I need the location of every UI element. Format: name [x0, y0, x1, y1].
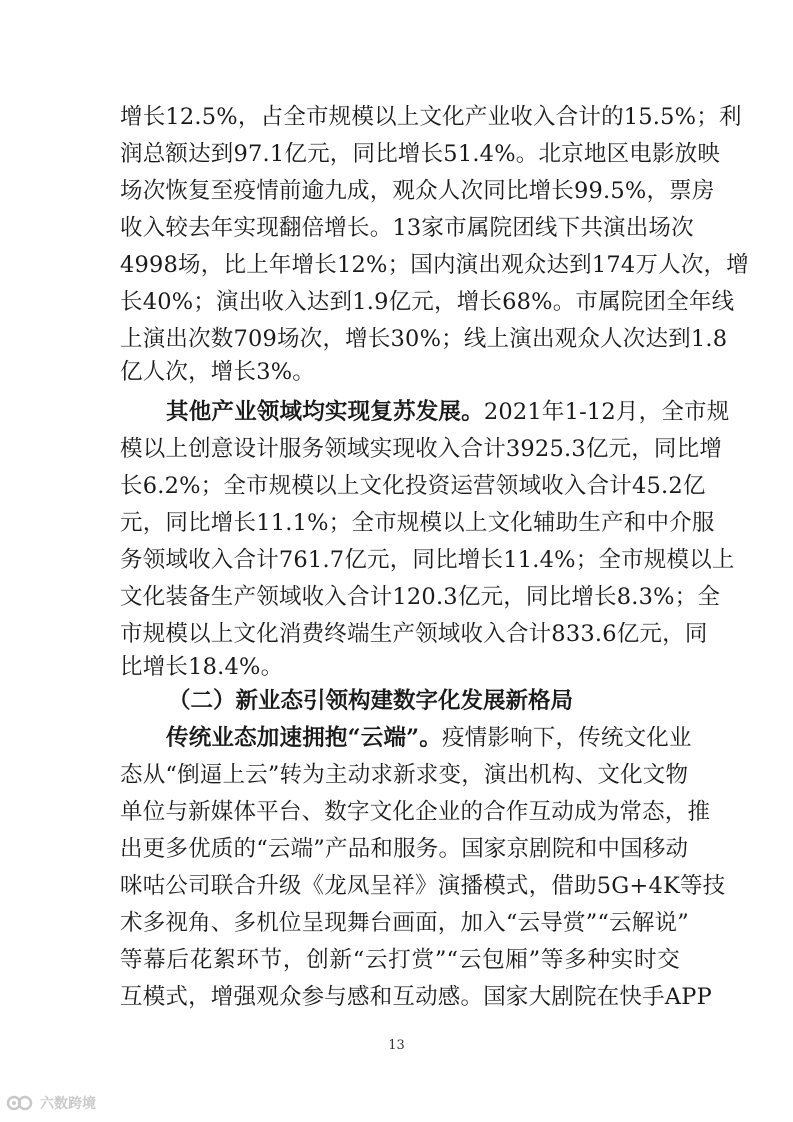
- text-line: 文化装备生产领域收入合计120.3亿元，同比增长8.3%；全: [120, 584, 721, 610]
- paragraph-text: 2021年1-12月，全市规: [483, 399, 730, 425]
- page-number: 13: [388, 1038, 405, 1053]
- section-heading: （二）新业态引领构建数字化发展新格局: [168, 688, 574, 714]
- text-line: 长40%；演出收入达到1.9亿元，增长68%。市属院团全年线: [120, 289, 735, 315]
- watermark: [6, 1093, 96, 1113]
- text-line: 上演出次数709场次，增长30%；线上演出观众人次达到1.8: [120, 326, 728, 352]
- text-line: 术多视角、多机位呈现舞台画面，加入“云导赏”“云解说”: [120, 910, 689, 936]
- watermark-text: 六数跨境: [40, 1096, 96, 1112]
- text-line: 长6.2%；全市规模以上文化投资运营领域收入合计45.2亿: [120, 473, 706, 499]
- paragraph-text: 疫情影响下，传统文化业: [441, 725, 692, 751]
- text-line: [166, 722, 692, 754]
- paragraph-lead: 传统业态加速拥抱“云端”。: [166, 725, 442, 751]
- text-line: 比增长18.4%。: [120, 654, 284, 680]
- text-line: 出更多优质的“云端”产品和服务。国家京剧院和中国移动: [120, 836, 689, 862]
- text-line: 咪咕公司联合升级《龙凤呈祥》演播模式，借助5G+4K等技: [120, 873, 726, 899]
- text-line: 收入较去年实现翻倍增长。13家市属院团线下共演出场次: [120, 215, 694, 241]
- text-line: 务领域收入合计761.7亿元，同比增长11.4%；全市规模以上: [120, 547, 735, 573]
- text-line: 单位与新媒体平台、数字文化企业的合作互动成为常态，推: [120, 799, 711, 825]
- text-line: 元，同比增长11.1%；全市规模以上文化辅助生产和中介服: [120, 510, 715, 536]
- text-line: 亿人次，增长3%。: [120, 359, 315, 385]
- text-line: 态从“倒逼上云”转为主动求新求变，演出机构、文化文物: [120, 762, 689, 788]
- text-line: 等幕后花絮环节，创新“云打赏”“云包厢”等多种实时交: [120, 947, 680, 973]
- text-line: 场次恢复至疫情前逾九成，观众人次同比增长99.5%，票房: [120, 178, 715, 204]
- text-line: 4998场，比上年增长12%；国内演出观众达到174万人次，增: [120, 252, 749, 278]
- text-line: 互模式，增强观众参与感和互动感。国家大剧院在快手APP: [120, 984, 712, 1010]
- text-line: 模以上创意设计服务领域实现收入合计3925.3亿元，同比增: [120, 436, 723, 462]
- text-line: 市规模以上文化消费终端生产领域收入合计833.6亿元，同: [120, 621, 708, 647]
- text-line: 增长12.5%，占全市规模以上文化产业收入合计的15.5%；利: [120, 104, 742, 130]
- text-line: 润总额达到97.1亿元，同比增长51.4%。北京地区电影放映: [120, 141, 721, 167]
- watermark-logo-icon: [6, 1094, 36, 1112]
- paragraph-lead: 其他产业领域均实现复苏发展。: [166, 399, 484, 425]
- text-line: [166, 396, 730, 428]
